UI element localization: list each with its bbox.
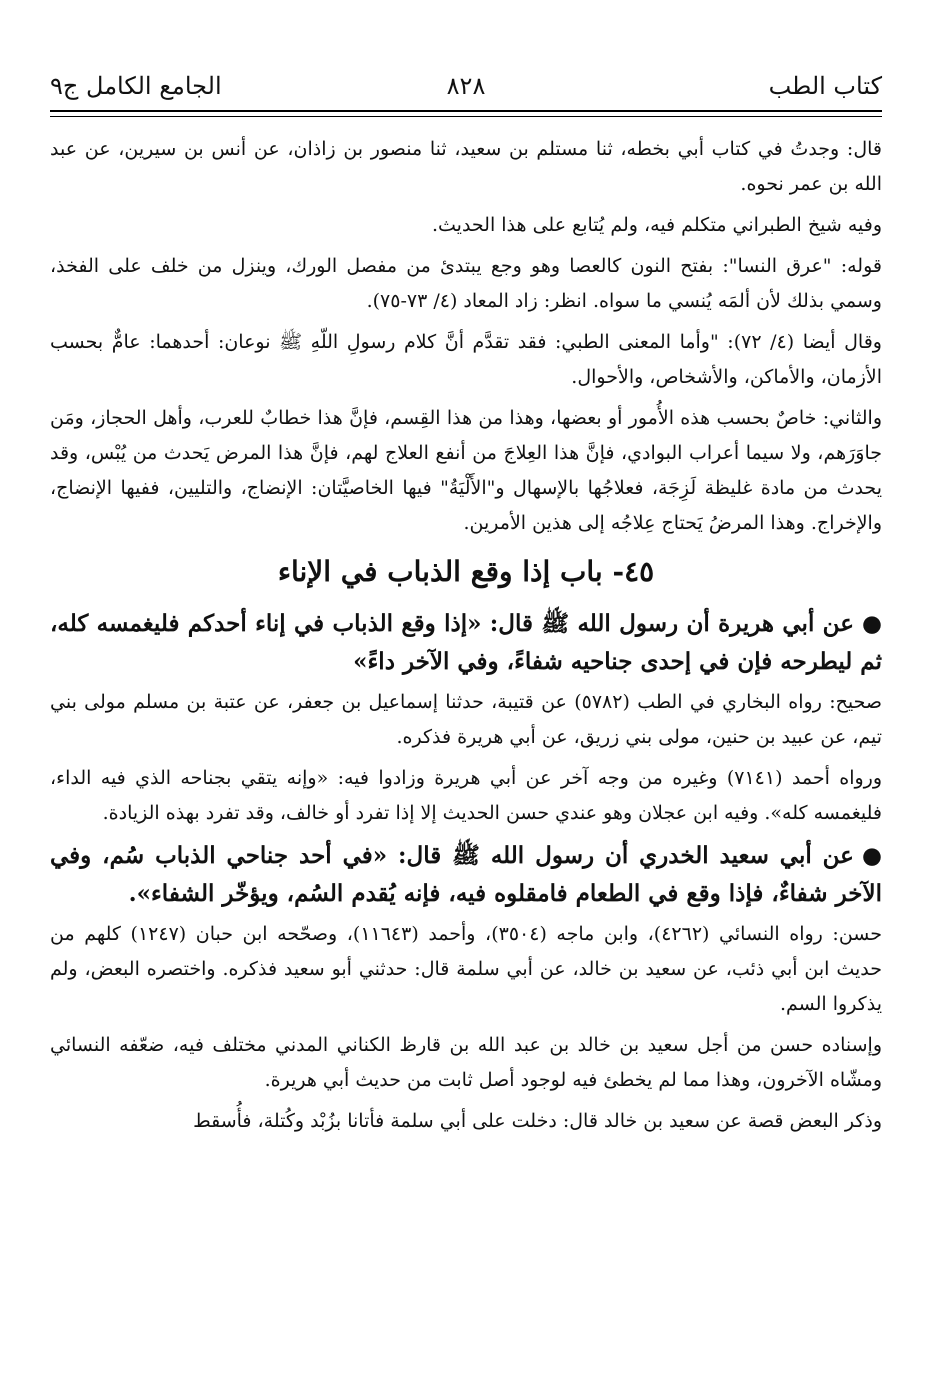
page-number: ٨٢٨ (446, 72, 486, 100)
footnote: صحيح: رواه البخاري في الطب (٥٧٨٢) عن قتيبة، حدثنا إسماعيل بن جعفر، عن عتبة بن مسلم مولى بني تيم، عن عبيد بن حنين، مولى بني زريق، عن أبي هريرة فذكره. (50, 691, 882, 748)
bullet-icon: ● (861, 842, 882, 869)
header-rule-thick (50, 110, 882, 112)
paragraph: قال: وجدتُ في كتاب أبي بخطه، ثنا مستلم بن سعيد، ثنا منصور بن زاذان، عن أنس بن سيرين، عن عبد الله بن عمر نحوه. (50, 138, 882, 195)
hadith-body: عن أبي هريرة أن رسول الله ﷺ قال: «إذا وقع الذباب في إناء أحدكم فليغمسه كله، ثم ليطرحه فإن في إحدى جناحيه شفاءً، وفي الآخر داءً» (50, 610, 882, 675)
bullet-icon: ● (861, 610, 882, 637)
hadith-text (50, 605, 882, 681)
footnote: ورواه أحمد (٧١٤١) وغيره من وجه آخر عن أبي هريرة وزادوا فيه: «وإنه يتقي بجناحه الذي فيه الداء، فليغمسه كله». وفيه ابن عجلان وهو عندي حسن الحديث إلا إذا تفرد أو خالف، وقد تفرد بهذه الزيادة. (50, 767, 882, 824)
paragraph: قوله: "عرق النسا": بفتح النون كالعصا وهو وجع يبتدئ من مفصل الورك، وينزل من خلف على الفخذ، وسمي بذلك لأن ألمَه يُنسي ما سواه. انظر: زاد المعاد (٤/ ٧٣-٧٥). (50, 255, 882, 312)
footnote: حسن: رواه النسائي (٤٢٦٢)، وابن ماجه (٣٥٠٤)، وأحمد (١١٦٤٣)، وصحّحه ابن حبان (١٢٤٧) كلهم من حديث ابن أبي ذئب، عن سعيد بن خالد، عن أبي سلمة قال: حدثني أبو سعيد فذكره. واختصره البعض، ولم يذكروا السم. (50, 923, 882, 1015)
footnote: وإسناده حسن من أجل سعيد بن خالد بن عبد الله بن قارظ الكناني المدني مختلف فيه، ضعّفه النسائي ومشّاه الآخرون، وهذا مما لم يخطئ فيه لوجود أصل ثابت من حديث أبي هريرة. (50, 1034, 882, 1091)
paragraph: وقال أيضا (٤/ ٧٢): "وأما المعنى الطبي: فقد تقدَّم أنَّ كلام رسولِ اللّهِ ﷺ نوعان: أحدهما: عامٌّ بحسب الأزمان، والأماكن، والأشخاص، والأحوال. (50, 331, 882, 388)
hadith-text (50, 837, 882, 913)
hadith-body: عن أبي سعيد الخدري أن رسول الله ﷺ قال: «في أحد جناحي الذباب سُم، وفي الآخر شفاءٌ، فإذا وقع في الطعام فامقلوه فيه، فإنه يُقدم السُم، ويؤخّر الشفاء». (50, 842, 882, 907)
volume-title: الجامع الكامل ج٩ (50, 72, 222, 100)
book-title: كتاب الطب (768, 72, 882, 100)
footnote: وذكر البعض قصة عن سعيد بن خالد قال: دخلت على أبي سلمة فأتانا بزُبْد وكُتلة، فأُسقط (193, 1110, 882, 1132)
paragraph: وفيه شيخ الطبراني متكلم فيه، ولم يُتابع على هذا الحديث. (431, 214, 882, 236)
header-rule-thin (50, 116, 882, 117)
page-header (50, 60, 882, 108)
paragraph: والثاني: خاصٌ بحسب هذه الأُمور أو بعضها، وهذا من هذا القِسم، فإنَّ هذا خطابٌ للعرب، وأهل الحجاز، ومَن جاوَرَهم، ولا سيما أعراب البوادي، فإنَّ هذا العِلاجَ من أنفع العلاج لهم، فإنَّ هذا المرض يَحدث من يُبْس، وقد يحدث من مادة غليظة لَزِجَة، فعلاجُها بالإسهال و"الأَلْيَةُ" فيها الخاصيَّتان: الإنضاج، والتليين، ففيها الإنضاج، والإخراج. وهذا المرضُ يَحتاج عِلاجُه إلى هذين الأمرين. (50, 407, 882, 534)
page-content (50, 132, 882, 1145)
section-heading: ٤٥- باب إذا وقع الذباب في الإناء (277, 555, 655, 588)
